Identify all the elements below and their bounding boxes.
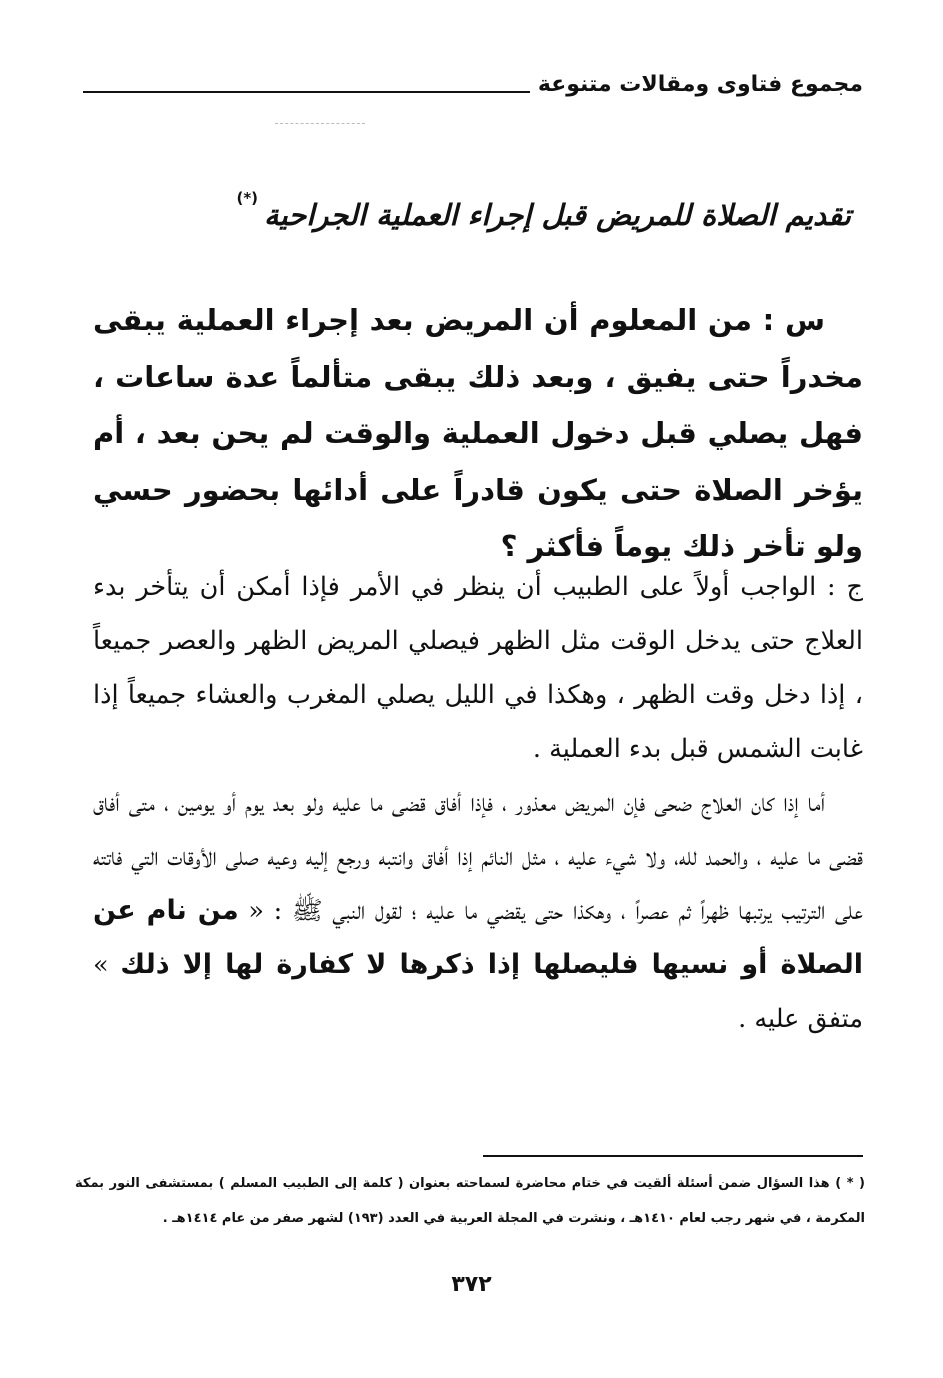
question-paragraph: س : من المعلوم أن المريض بعد إجراء العملية يبقى مخدراً حتى يفيق ، وبعد ذلك يبقى متألماً عدة ساعات ، فهل يصلي قبل دخول العملية والوقت لم يحن بعد ، أم يؤخر الصلاة حتى يكون قادراً على أدائها بحضور حسي ولو تأخر ذلك يوماً فأكثر ؟ — [93, 303, 863, 563]
answer-paragraph-2 — [93, 776, 863, 1046]
scan-artifact — [275, 123, 365, 124]
hadith-quote: من نام عن الصلاة أو نسيها فليصلها إذا ذكرها لا كفارة لها إلا ذلك — [93, 895, 863, 980]
book-title: مجموع فتاوى ومقالات متنوعة — [537, 71, 863, 97]
answer-paragraph-2-tail: » متفق عليه . — [93, 950, 863, 1034]
footnote-marker: (*) — [236, 189, 259, 207]
running-header — [83, 62, 863, 106]
answer-section — [93, 560, 863, 1046]
footnote: ( * ) هذا السؤال ضمن أسئلة ألقيت في ختام محاضرة لسماحته بعنوان ( كلمة إلى الطبيب المسلم ) بمستشفى النور بمكة المكرمة ، في شهر رجب لعام ١٤١٠هـ ، ونشرت في المجلة العربية في العدد (١٩٣) لشهر صفر من عام ١٤١٤هـ . — [75, 1176, 865, 1226]
answer-paragraph-2-lead: أما إذا كان العلاج ضحى فإن المريض معذور ، فإذا أفاق قضى ما عليه ولو بعد يوم أو يومين ، متى أفاق قضى ما عليه ، والحمد لله، ولا شيء عليه ، مثل النائم إذا أفاق وانتبه ورجع إليه وعيه صلى الأوقات التي فاتته على الترتيب يرتبها ظهراً ثم عصراً ، وهكذا حتى يقضي ما عليه ؛ لقول النبي ﷺ : « — [93, 788, 864, 926]
page-number: ٣٧٢ — [451, 1272, 492, 1297]
answer-paragraph-1: ج : الواجب أولاً على الطبيب أن ينظر في الأمر فإذا أمكن أن يتأخر بدء العلاج حتى يدخل الوقت مثل الظهر فيصلي المريض الظهر والعصر جميعاً ، إذا دخل وقت الظهر ، وهكذا في الليل يصلي المغرب والعشاء جميعاً إذا غابت الشمس قبل بدء العملية . — [93, 572, 863, 764]
footnote-rule — [483, 1155, 863, 1157]
article-title-block — [81, 180, 851, 250]
header-rule — [83, 91, 530, 93]
article-title: تقديم الصلاة للمريض قبل إجراء العملية الجراحية — [264, 198, 851, 232]
